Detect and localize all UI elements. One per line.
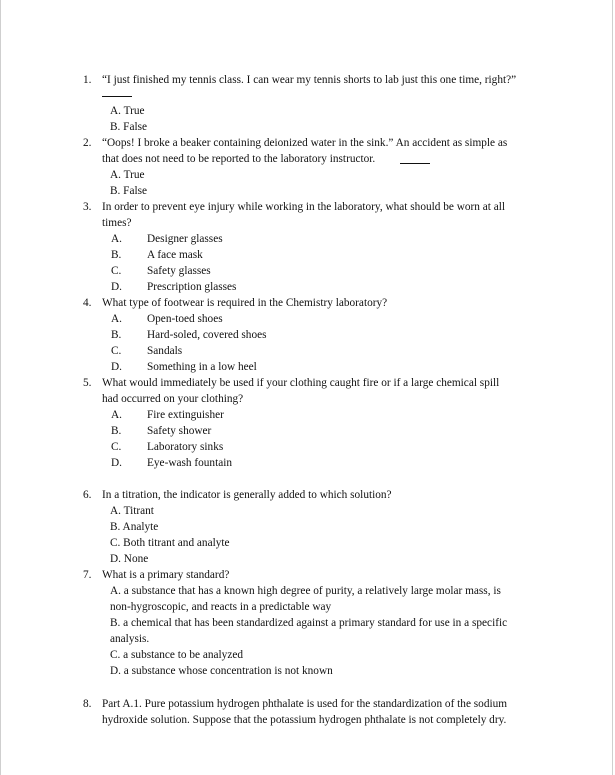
question-8-number: 8.: [83, 698, 92, 710]
question-5-number: 5.: [83, 377, 92, 389]
question-1-number: 1.: [83, 74, 92, 86]
option-text: Something in a low heel: [147, 361, 257, 373]
question-6-option-c: C. Both titrant and analyte: [110, 537, 230, 549]
question-6-line1: In a titration, the indicator is generally added to which solution?: [102, 489, 392, 501]
option-letter: C.: [111, 265, 122, 277]
option-letter: A.: [111, 233, 122, 245]
question-2-line2: that does not need to be reported to the laboratory instructor.: [102, 153, 376, 165]
question-5-line1: What would immediately be used if your clothing caught fire or if a large chemical spill: [102, 377, 500, 389]
question-5-line2: had occurred on your clothing?: [102, 393, 244, 405]
question-7-number: 7.: [83, 569, 92, 581]
question-7-option-a-line1: A. a substance that has a known high degree of purity, a relatively large molar mass, is: [110, 585, 501, 597]
question-4-number: 4.: [83, 297, 92, 309]
option-text: Fire extinguisher: [147, 409, 224, 421]
question-2-option-b: B. False: [110, 185, 148, 197]
question-7-option-d: D. a substance whose concentration is not known: [110, 665, 333, 677]
question-6-option-d: D. None: [110, 553, 149, 565]
question-6-option-b: B. Analyte: [110, 521, 159, 533]
option-text: Safety glasses: [147, 265, 211, 277]
option-letter: A.: [111, 409, 122, 421]
question-7-option-b-line1: B. a chemical that has been standardized against a primary standard for use in a specific: [110, 617, 508, 629]
option-letter: C.: [111, 345, 122, 357]
option-letter: B.: [111, 249, 122, 261]
option-letter: B.: [111, 425, 122, 437]
option-letter: A.: [111, 313, 122, 325]
option-text: Open-toed shoes: [147, 313, 223, 325]
option-text: Eye-wash fountain: [147, 457, 233, 469]
option-text: Sandals: [147, 345, 183, 357]
question-3-line2: times?: [102, 217, 132, 229]
option-text: A face mask: [147, 249, 203, 261]
option-text: Safety shower: [147, 425, 212, 437]
question-2-option-a: A. True: [110, 169, 145, 181]
option-text: Hard-soled, covered shoes: [147, 329, 267, 341]
option-text: Laboratory sinks: [147, 441, 224, 453]
question-8-line2: hydroxide solution. Suppose that the potassium hydrogen phthalate is not completely dry.: [102, 714, 507, 726]
option-letter: B.: [111, 329, 122, 341]
question-7-option-b-line2: analysis.: [110, 633, 150, 645]
question-6-option-a: A. Titrant: [110, 505, 154, 517]
option-letter: D.: [111, 361, 122, 373]
option-text: Prescription glasses: [147, 281, 237, 293]
question-6-number: 6.: [83, 489, 92, 501]
question-1-text: “I just finished my tennis class. I can wear my tennis shorts to lab just this one time, right?”: [102, 74, 517, 86]
answer-blank: [102, 96, 132, 97]
option-letter: D.: [111, 281, 122, 293]
question-3-line1: In order to prevent eye injury while working in the laboratory, what should be worn at all: [102, 201, 506, 213]
question-4-line1: What type of footwear is required in the Chemistry laboratory?: [102, 297, 388, 309]
question-7-option-c: C. a substance to be analyzed: [110, 649, 244, 661]
question-1-option-a: A. True: [110, 105, 145, 117]
question-1-option-b: B. False: [110, 121, 148, 133]
question-7-line1: What is a primary standard?: [102, 569, 230, 581]
question-7-option-a-line2: non-hygroscopic, and reacts in a predictable way: [110, 601, 332, 613]
option-letter: C.: [111, 441, 122, 453]
question-3-number: 3.: [83, 201, 92, 213]
option-letter: D.: [111, 457, 122, 469]
answer-blank: [400, 163, 430, 164]
question-8-line1: Part A.1. Pure potassium hydrogen phthalate is used for the standardization of the sodium: [102, 698, 508, 710]
option-text: Designer glasses: [147, 233, 223, 245]
question-2-line1: “Oops! I broke a beaker containing deionized water in the sink.” An accident as simple as: [102, 137, 508, 149]
question-2-number: 2.: [83, 137, 92, 149]
